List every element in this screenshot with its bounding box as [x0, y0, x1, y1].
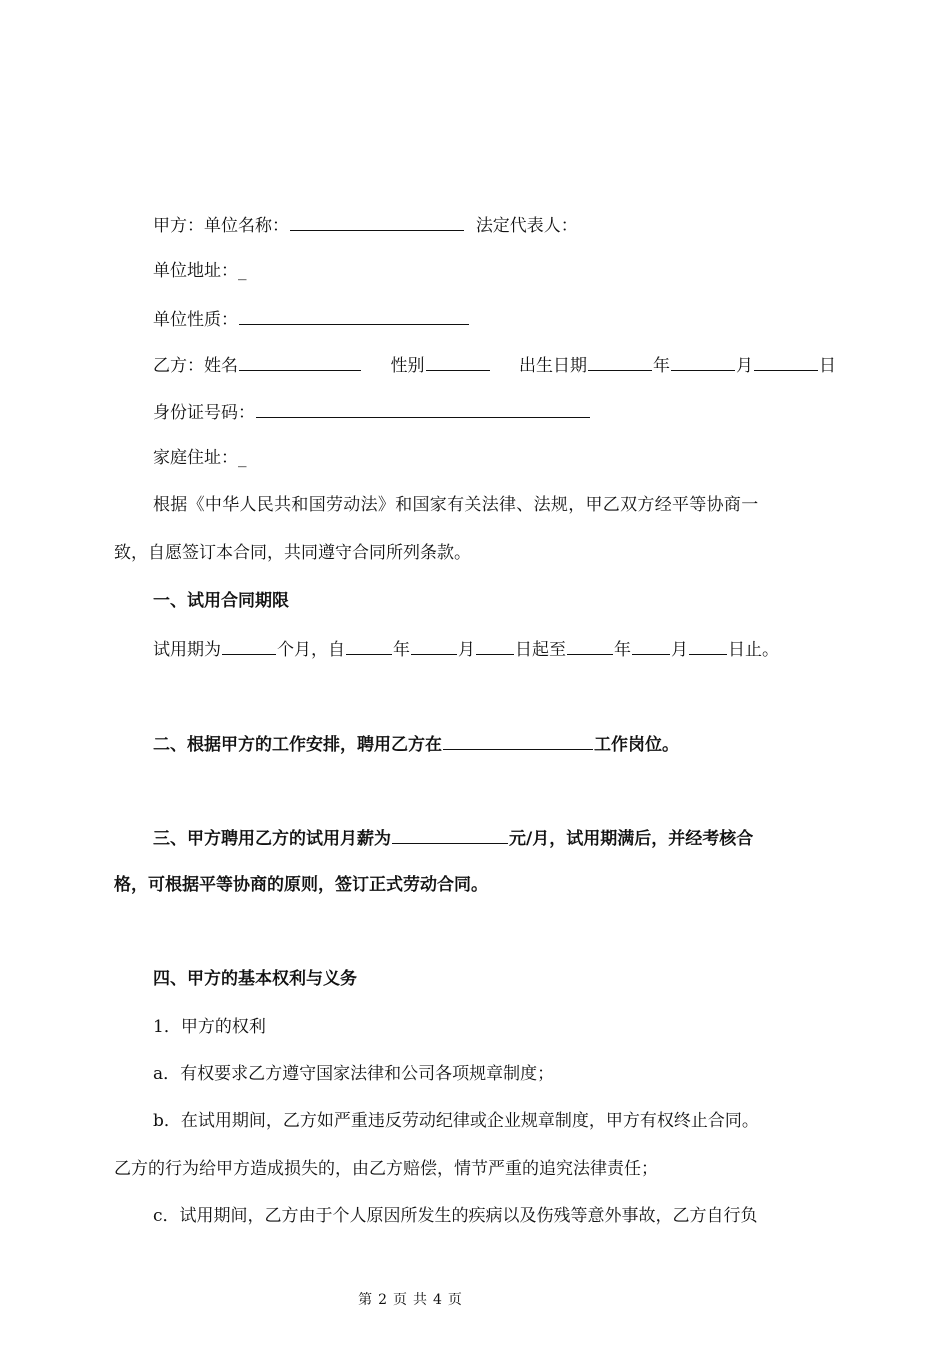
position-blank [443, 731, 593, 750]
from-day-label: 日起至 [515, 640, 566, 660]
probation-months-blank [222, 636, 276, 655]
footer-gong: 共 [413, 1292, 427, 1308]
party-b-label: 乙方：姓名 [153, 356, 238, 376]
section-1-text [153, 636, 779, 660]
party-b-line [153, 352, 836, 376]
home-address-line [153, 446, 247, 470]
to-day-label: 日止。 [728, 640, 779, 660]
unit-name-blank [290, 212, 464, 231]
footer-di: 第 [358, 1292, 373, 1308]
footer-ye: 页 [393, 1292, 407, 1308]
to-year-blank [567, 636, 613, 655]
birth-group [519, 352, 836, 376]
id-number-line [153, 399, 591, 423]
section-3-line-1 [153, 825, 753, 849]
from-month-label: 月 [458, 640, 475, 660]
salary-blank [392, 825, 508, 844]
birth-day-label: 日 [819, 356, 836, 376]
section-2-line [153, 731, 679, 755]
birth-year-label: 年 [653, 356, 670, 376]
gender-group [391, 352, 491, 376]
unit-nature-blank [239, 306, 469, 325]
section-2-before: 二、根据甲方的工作安排，聘用乙方在 [153, 735, 442, 755]
gender-blank [426, 352, 490, 371]
to-month-label: 月 [671, 640, 688, 660]
unit-nature-label: 单位性质： [153, 310, 238, 330]
birth-label: 出生日期 [519, 356, 587, 376]
from-month-blank [411, 636, 457, 655]
birth-day-blank [754, 352, 818, 371]
probation-months-text: 个月，自 [277, 640, 345, 660]
section-1-title: 一、试用合同期限 [153, 591, 289, 611]
to-day-blank [689, 636, 727, 655]
from-year-blank [346, 636, 392, 655]
party-a-line [153, 212, 578, 236]
probation-start-text: 试用期为 [153, 640, 221, 660]
from-day-blank [476, 636, 514, 655]
section-3-line-2: 格，可根据平等协商的原则，签订正式劳动合同。 [114, 875, 488, 895]
preamble-line-1: 根据《中华人民共和国劳动法》和国家有关法律、法规，甲乙双方经平等协商一 [153, 495, 759, 515]
page-footer [0, 1290, 820, 1310]
footer-page-number: 2 [378, 1292, 387, 1308]
gender-label: 性别 [390, 356, 425, 376]
unit-address-line [153, 259, 247, 283]
section-4-item-b-line-1: b．在试用期间，乙方如严重违反劳动纪律或企业规章制度，甲方有权终止合同。 [153, 1111, 759, 1131]
preamble-line-2: 致，自愿签订本合同，共同遵守合同所列条款。 [114, 543, 471, 563]
id-number-blank [256, 399, 590, 418]
section-4-title: 四、甲方的基本权利与义务 [153, 969, 357, 989]
legal-rep-label: 法定代表人： [475, 216, 578, 236]
section-4-item-b-line-2: 乙方的行为给甲方造成损失的，由乙方赔偿，情节严重的追究法律责任； [114, 1159, 658, 1179]
unit-address-label: 单位地址：_ [153, 261, 247, 281]
footer-total-pages: 4 [433, 1292, 442, 1308]
party-b-name-group [153, 352, 362, 376]
to-year-label: 年 [614, 640, 631, 660]
party-a-label: 甲方：单位名称： [153, 216, 289, 236]
birth-year-blank [588, 352, 652, 371]
section-3-after: 元/月，试用期满后，并经考核合 [509, 829, 754, 849]
section-4-item-c-line-1: c．试用期间，乙方由于个人原因所发生的疾病以及伤残等意外事故，乙方自行负 [153, 1206, 758, 1226]
unit-nature-line [153, 306, 470, 330]
section-3-before: 三、甲方聘用乙方的试用月薪为 [153, 829, 391, 849]
from-year-label: 年 [393, 640, 410, 660]
section-2-after: 工作岗位。 [594, 735, 679, 755]
birth-month-label: 月 [736, 356, 753, 376]
footer-ye-2: 页 [447, 1292, 462, 1308]
home-address-label: 家庭住址：_ [153, 448, 247, 468]
section-4-sub-1: 1．甲方的权利 [153, 1017, 266, 1037]
birth-month-blank [671, 352, 735, 371]
name-blank [239, 352, 361, 371]
section-4-item-a: a．有权要求乙方遵守国家法律和公司各项规章制度； [153, 1064, 555, 1084]
to-month-blank [632, 636, 670, 655]
id-number-label: 身份证号码： [153, 403, 255, 423]
